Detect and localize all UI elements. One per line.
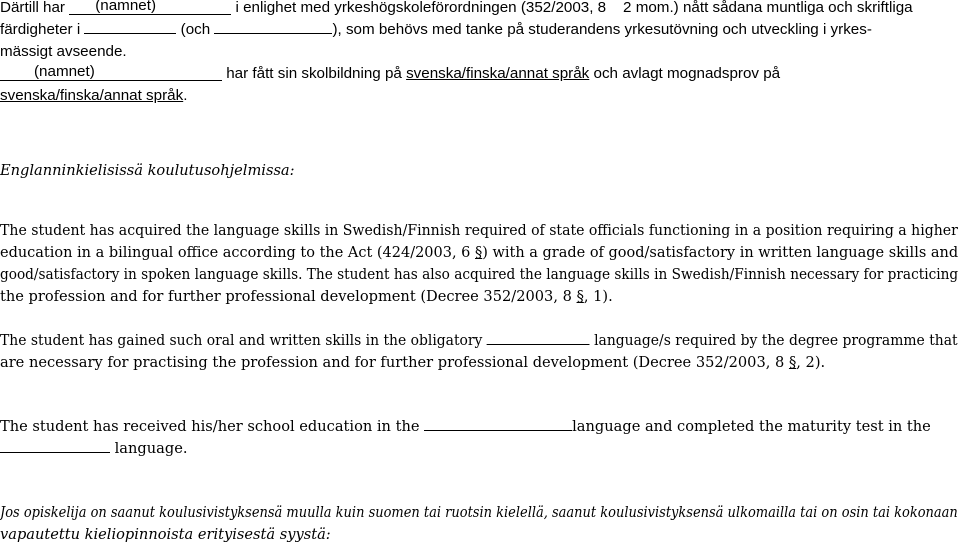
text: education in a bilingual office according to the Act (424/2003, 6 [0, 244, 471, 261]
text: Därtill har [0, 0, 65, 16]
text: language and completed the maturity test in the [572, 418, 931, 435]
text: i enlighet med yrkeshögskoleförordningen (352/2003, 8 [235, 0, 607, 16]
text: Englanninkielisissä koulutusohjelmissa: [0, 162, 295, 179]
text: Jos opiskelija on saanut koulusivistyksensä muulla kuin suomen tai ruotsin kielellä, saanut koulusivistyksensä ulkomailla tai on osin tai kokonaan [0, 504, 958, 521]
sv-line-4 [0, 63, 780, 85]
sv-line-1 [0, 0, 913, 19]
text: har fått sin skolbildning på [226, 65, 402, 82]
text: ) with a grade of good/satisfactory in written language skills and [482, 244, 959, 261]
section-sign: § [610, 0, 619, 16]
heading-english-programmes [0, 160, 295, 182]
en1-line-2 [0, 242, 958, 264]
sv-line-5 [0, 85, 187, 107]
text: och avlagt mognadsprov på [593, 65, 781, 82]
sv-line-3 [0, 41, 127, 63]
name-blank [0, 63, 222, 81]
text: , 1). [583, 288, 613, 305]
en3-line-2 [0, 438, 187, 460]
text: the profession and for further professional development (Decree 352/2003, 8 [0, 288, 572, 305]
text: are necessary for practising the profession and for further professional development (Decree 352/2003, 8 [0, 354, 785, 371]
en2-line-2 [0, 352, 825, 374]
text: good/satisfactory in spoken language skills. The student has also acquired the language skills in Swedish/Finnish necessary for practicing [0, 266, 959, 283]
en2-line-1 [0, 330, 958, 352]
language-blank [84, 19, 176, 34]
text: mässigt avseende. [0, 43, 127, 60]
language-choice: svenska/finska/annat språk [0, 87, 184, 104]
text: language. [114, 440, 188, 457]
section-sign: § [788, 354, 797, 371]
language-blank [487, 330, 590, 345]
text: 2 mom.) nått sådana muntliga och skriftliga [623, 0, 913, 16]
language-blank [0, 438, 110, 453]
en3-line-1 [0, 416, 931, 438]
text: , 2). [796, 354, 826, 371]
language-choice: svenska/finska/annat språk [406, 65, 590, 82]
en1-line-1 [0, 220, 958, 242]
language-blank [214, 19, 332, 34]
en1-line-3 [0, 264, 958, 286]
sv-line-2 [0, 19, 872, 41]
text: ), som behövs med tanke på studerandens yrkesutövning och utveckling i yrkes- [332, 21, 872, 38]
name-placeholder: (namnet) [95, 0, 157, 14]
fi-bottom-line-1 [0, 502, 958, 524]
text: vapautettu kieliopinnoista erityisestä syystä: [0, 526, 331, 543]
text: language/s required by the degree programme that [594, 332, 958, 349]
fi-bottom-line-2 [0, 524, 331, 546]
text: (och [180, 21, 211, 38]
en1-line-4 [0, 286, 613, 308]
text: The student has acquired the language skills in Swedish/Finnish required of state officials functioning in a position requiring a higher [0, 222, 958, 239]
text: färdigheter i [0, 21, 81, 38]
section-sign: § [474, 244, 483, 261]
language-blank [424, 416, 572, 431]
section-sign: § [576, 288, 584, 305]
name-blank [69, 0, 231, 15]
name-placeholder: (namnet) [34, 63, 95, 80]
text: . [183, 87, 188, 104]
text: The student has gained such oral and written skills in the obligatory [0, 332, 483, 349]
text: The student has received his/her school education in the [0, 418, 420, 435]
